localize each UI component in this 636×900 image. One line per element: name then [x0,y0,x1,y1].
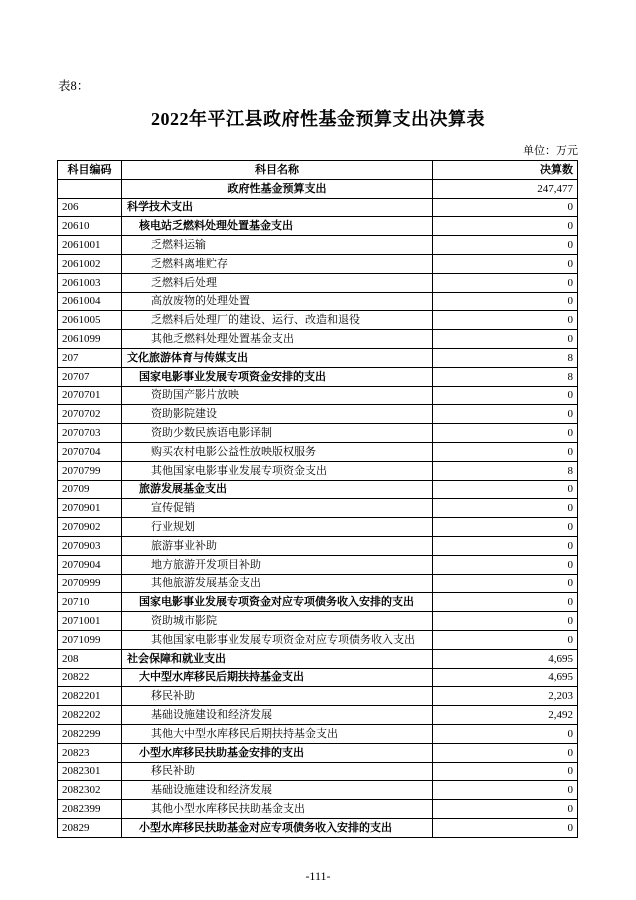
final-amount: 0 [433,198,578,217]
table-row [58,555,578,574]
subject-code: 208 [58,649,122,668]
subject-name: 乏燃料后处理厂的建设、运行、改造和退役 [122,311,433,330]
subject-code: 20610 [58,217,122,236]
table-row [58,424,578,443]
table-row [58,348,578,367]
subject-code: 2070999 [58,574,122,593]
subject-name: 移民补助 [122,687,433,706]
subject-code: 20822 [58,668,122,687]
subject-code: 206 [58,198,122,217]
final-amount: 0 [433,593,578,612]
subject-name: 核电站乏燃料处理处置基金支出 [122,217,433,236]
subject-code: 2061005 [58,311,122,330]
final-amount: 0 [433,574,578,593]
subject-name: 高放废物的处理处置 [122,292,433,311]
subject-code: 207 [58,348,122,367]
subject-code: 2061099 [58,330,122,349]
final-amount: 0 [433,254,578,273]
final-amount: 0 [433,273,578,292]
table-body [58,179,578,837]
final-amount: 0 [433,311,578,330]
subject-name: 购买农村电影公益性放映版权服务 [122,442,433,461]
table-row [58,461,578,480]
final-amount: 2,203 [433,687,578,706]
subject-name: 乏燃料后处理 [122,273,433,292]
final-amount: 0 [433,743,578,762]
column-header-final-amount: 决算数 [433,161,578,180]
table-row [58,442,578,461]
subject-name: 资助少数民族语电影译制 [122,424,433,443]
table-number-label: 表8： [58,79,90,93]
subject-name: 大中型水库移民后期扶持基金支出 [122,668,433,687]
table-row [58,179,578,198]
subject-code: 2070904 [58,555,122,574]
subject-code: 2061003 [58,273,122,292]
subject-name: 旅游发展基金支出 [122,480,433,499]
subject-code: 2071099 [58,630,122,649]
subject-code: 2082201 [58,687,122,706]
subject-name: 国家电影事业发展专项资金安排的支出 [122,367,433,386]
final-amount: 247,477 [433,179,578,198]
subject-code: 2070903 [58,536,122,555]
final-amount: 0 [433,424,578,443]
subject-code: 2070902 [58,518,122,537]
subject-name: 基础设施建设和经济发展 [122,706,433,725]
final-amount: 8 [433,367,578,386]
final-amount: 0 [433,217,578,236]
table-row [58,405,578,424]
subject-code: 20823 [58,743,122,762]
final-amount: 0 [433,480,578,499]
table-row [58,706,578,725]
subject-code: 2070901 [58,499,122,518]
final-amount: 0 [433,442,578,461]
subject-code: 2070701 [58,386,122,405]
subject-name: 科学技术支出 [122,198,433,217]
final-amount: 8 [433,461,578,480]
table-row [58,762,578,781]
table-row [58,330,578,349]
table-row [58,574,578,593]
subject-code: 2082399 [58,800,122,819]
subject-name: 其他国家电影事业发展专项资金支出 [122,461,433,480]
column-header-subject-code: 科目编码 [58,161,122,180]
subject-name: 其他小型水库移民扶助基金支出 [122,800,433,819]
table-row [58,743,578,762]
subject-code: 20707 [58,367,122,386]
table-row [58,818,578,837]
table-row [58,198,578,217]
final-amount: 0 [433,724,578,743]
final-amount: 0 [433,630,578,649]
subject-name: 其他大中型水库移民后期扶持基金支出 [122,724,433,743]
final-amount: 0 [433,555,578,574]
unit-label: 单位：万元 [523,145,578,157]
subject-name: 资助城市影院 [122,612,433,631]
final-amount: 0 [433,330,578,349]
subject-code: 2061002 [58,254,122,273]
table-header-row [58,161,578,180]
subject-code: 2082202 [58,706,122,725]
table-row [58,612,578,631]
final-amount: 0 [433,292,578,311]
subject-name: 其他旅游发展基金支出 [122,574,433,593]
subject-name: 基础设施建设和经济发展 [122,781,433,800]
table-row [58,668,578,687]
final-amount: 0 [433,236,578,255]
page-title: 2022年平江县政府性基金预算支出决算表 [151,109,485,129]
table-row [58,480,578,499]
table-row [58,499,578,518]
final-amount: 0 [433,499,578,518]
final-amount: 0 [433,612,578,631]
subject-name: 政府性基金预算支出 [122,179,433,198]
subject-code: 2070799 [58,461,122,480]
table-row [58,781,578,800]
column-header-subject-name: 科目名称 [122,161,433,180]
subject-name: 小型水库移民扶助基金安排的支出 [122,743,433,762]
subject-code: 2061001 [58,236,122,255]
table-row [58,386,578,405]
final-amount: 0 [433,386,578,405]
subject-name: 国家电影事业发展专项资金对应专项债务收入安排的支出 [122,593,433,612]
budget-table [57,160,578,838]
subject-name: 乏燃料运输 [122,236,433,255]
table-row [58,254,578,273]
subject-name: 资助国产影片放映 [122,386,433,405]
final-amount: 0 [433,800,578,819]
subject-name: 宣传促销 [122,499,433,518]
final-amount: 0 [433,405,578,424]
table-row [58,687,578,706]
subject-code: 2082302 [58,781,122,800]
subject-code: 20710 [58,593,122,612]
subject-code: 2082299 [58,724,122,743]
subject-name: 旅游事业补助 [122,536,433,555]
final-amount: 0 [433,518,578,537]
table-row [58,292,578,311]
subject-name: 其他国家电影事业发展专项资金对应专项债务收入支出 [122,630,433,649]
subject-code: 2070702 [58,405,122,424]
subject-code: 2061004 [58,292,122,311]
subject-code: 2070704 [58,442,122,461]
final-amount: 0 [433,818,578,837]
final-amount: 2,492 [433,706,578,725]
subject-name: 移民补助 [122,762,433,781]
subject-name: 乏燃料离堆贮存 [122,254,433,273]
subject-code: 2070703 [58,424,122,443]
table-row [58,273,578,292]
final-amount: 4,695 [433,668,578,687]
subject-name: 文化旅游体育与传媒支出 [122,348,433,367]
subject-name: 其他乏燃料处理处置基金支出 [122,330,433,349]
subject-code: 2071001 [58,612,122,631]
subject-code [58,179,122,198]
subject-name: 行业规划 [122,518,433,537]
table-row [58,800,578,819]
table-row [58,518,578,537]
subject-name: 小型水库移民扶助基金对应专项债务收入安排的支出 [122,818,433,837]
final-amount: 4,695 [433,649,578,668]
subject-code: 20709 [58,480,122,499]
table-row [58,217,578,236]
page-number: -111- [305,869,331,883]
final-amount: 0 [433,536,578,555]
table-row [58,649,578,668]
subject-code: 2082301 [58,762,122,781]
final-amount: 8 [433,348,578,367]
final-amount: 0 [433,781,578,800]
table-row [58,536,578,555]
table-row [58,630,578,649]
table-row [58,311,578,330]
table-row [58,236,578,255]
table-row [58,367,578,386]
table-row [58,593,578,612]
subject-code: 20829 [58,818,122,837]
final-amount: 0 [433,762,578,781]
subject-name: 资助影院建设 [122,405,433,424]
table-row [58,724,578,743]
subject-name: 地方旅游开发项目补助 [122,555,433,574]
subject-name: 社会保障和就业支出 [122,649,433,668]
